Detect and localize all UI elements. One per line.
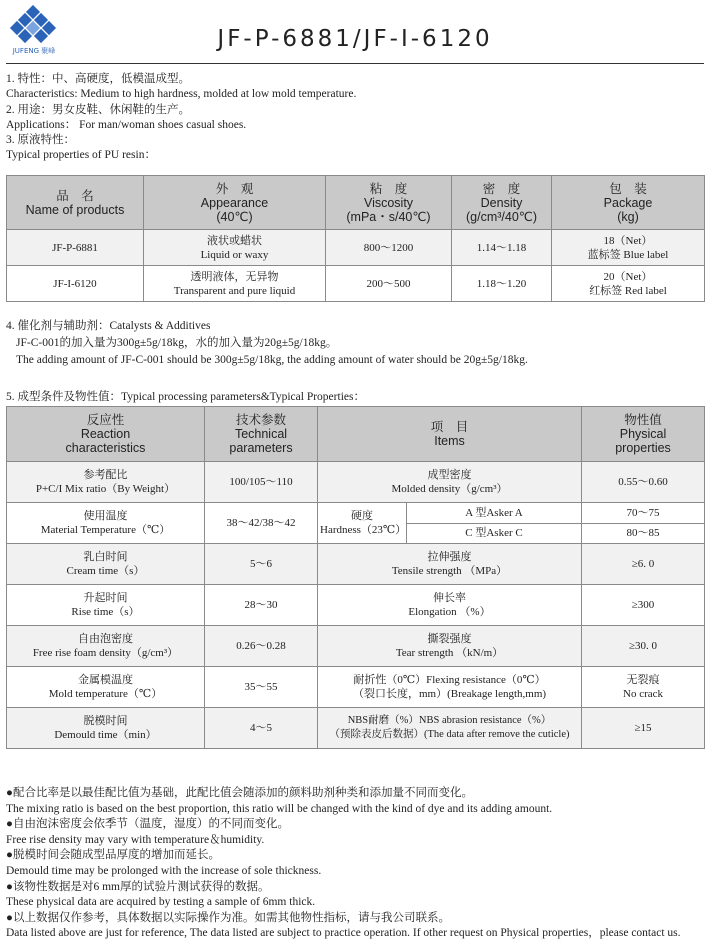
table-cell: 金属模温度 Mold temperature（℃） — [7, 667, 205, 708]
page-title: JF-P-6881/JF-I-6120 — [217, 26, 493, 52]
table-cell: 液状或蜡状 Liquid or waxy — [144, 230, 326, 266]
table-cell: 参考配比 P+C/I Mix ratio（By Weight） — [7, 462, 205, 503]
table-row — [7, 585, 705, 626]
intro-line: Characteristics: Medium to high hardness, molded at low mold temperature. — [6, 88, 357, 101]
table-header-row — [7, 407, 705, 462]
table-cell: ≥6. 0 — [582, 544, 705, 585]
table-cell: ≥30. 0 — [582, 626, 705, 667]
header-cell: 反应性 Reaction characteristics — [7, 407, 205, 462]
table-cell: 拉伸强度 Tensile strength （MPa） — [318, 544, 582, 585]
table-cell: 20（Net） 红标签 Red label — [552, 266, 705, 302]
intro-line: 2. 用途：男女皮鞋、休闲鞋的生产。 — [6, 103, 190, 116]
section-line: JF-C-001的加入量为300g±5g/18kg，水的加入量为20g±5g/18kg。 — [16, 337, 338, 349]
note-line: ●脱模时间会随成型品厚度的增加而延长。 — [6, 849, 220, 862]
table-row — [7, 708, 705, 749]
table-cell: 35～55 — [205, 667, 318, 708]
intro-line: 3. 原液特性： — [6, 134, 75, 147]
table-cell: 伸长率 Elongation （%） — [318, 585, 582, 626]
note-line: Free rise density may vary with temperature＆humidity. — [6, 833, 265, 846]
table-cell: 28～30 — [205, 585, 318, 626]
section-line: The adding amount of JF-C-001 should be 300g±5g/18kg, the adding amount of water should be 20g±5g/18kg. — [16, 354, 528, 366]
section-title: 4. 催化剂与辅助剂：Catalysts & Additives — [6, 320, 211, 332]
table-cell: 100/105～110 — [205, 462, 318, 503]
table-header-row — [7, 176, 705, 230]
notes-section — [6, 786, 681, 942]
header-cell: 技术参数 Technical parameters — [205, 407, 318, 462]
table-cell: 耐折性（0℃）Flexing resistance（0℃） （裂口长度，mm）(Breakage length,mm) — [318, 667, 582, 708]
intro-section — [6, 72, 356, 164]
table-row — [7, 462, 705, 503]
table-row — [7, 626, 705, 667]
table-row — [7, 230, 705, 266]
table-cell: 38～42/38～42 — [205, 503, 318, 544]
header-cell: 物性值 Physical properties — [582, 407, 705, 462]
table-row — [7, 503, 705, 524]
table-cell: 1.14～1.18 — [452, 230, 552, 266]
header-cell: 密 度 Density (g/cm³/40℃) — [452, 176, 552, 230]
table-cell: 升起时间 Rise time（s） — [7, 585, 205, 626]
table-cell: A 型Asker A — [407, 503, 582, 524]
table-cell: 0.26～0.28 — [205, 626, 318, 667]
table-cell: 1.18～1.20 — [452, 266, 552, 302]
section-title: 5. 成型条件及物性值：Typical processing parameters&Typical Properties： — [6, 391, 365, 403]
note-line: Demould time may be prolonged with the increase of sole thickness. — [6, 864, 322, 877]
intro-line: Typical properties of PU resin： — [6, 149, 156, 162]
processing-properties-table — [6, 406, 705, 749]
table-cell: JF-I-6120 — [7, 266, 144, 302]
table-cell: C 型Asker C — [407, 523, 582, 544]
table-cell: 5～6 — [205, 544, 318, 585]
table-cell: 无裂痕 No crack — [582, 667, 705, 708]
note-line: These physical data are acquired by testing a sample of 6mm thick. — [6, 896, 316, 909]
note-line: ●该物性数据是对6 mm厚的试验片测试获得的数据。 — [6, 880, 270, 893]
intro-line: Applications： For man/woman shoes casual shoes. — [6, 118, 247, 131]
table-cell: 70～75 — [582, 503, 705, 524]
table-cell: 透明液体，无异物 Transparent and pure liquid — [144, 266, 326, 302]
table-row — [7, 266, 705, 302]
table-cell: 使用温度 Material Temperature（℃） — [7, 503, 205, 544]
logo-text: JUFENG 聚峰 — [12, 47, 56, 55]
table-cell: ≥300 — [582, 585, 705, 626]
catalysts-section — [6, 318, 528, 369]
header-cell: 外 观 Appearance (40℃) — [144, 176, 326, 230]
table-row — [7, 544, 705, 585]
table-cell: 18（Net） 蓝标签 Blue label — [552, 230, 705, 266]
table-cell: 脱模时间 Demould time（min） — [7, 708, 205, 749]
note-line: The mixing ratio is based on the best proportion, this ratio will be changed with the kind of dye and its adding amount. — [6, 802, 553, 815]
table-cell: 硬度 Hardness（23℃） — [318, 503, 407, 544]
note-line: ●配合比率是以最佳配比值为基础，此配比值会随添加的颜料助剂种类和添加量不同而变化。 — [6, 787, 473, 799]
header-cell: 粘 度 Viscosity (mPa・s/40℃) — [326, 176, 452, 230]
table-cell: 撕裂强度 Tear strength （kN/m） — [318, 626, 582, 667]
intro-line: 1. 特性：中、高硬度，低模温成型。 — [6, 73, 190, 85]
header-cell: 项 目 Items — [318, 407, 582, 462]
table-cell: 4～5 — [205, 708, 318, 749]
table-cell: 200～500 — [326, 266, 452, 302]
table-row — [7, 667, 705, 708]
table-cell: ≥15 — [582, 708, 705, 749]
table-cell: 自由泡密度 Free rise foam density（g/cm³） — [7, 626, 205, 667]
header-cell: 包 装 Package (kg) — [552, 176, 705, 230]
table-cell: 800～1200 — [326, 230, 452, 266]
note-line: Data listed above are just for reference, The data listed are subject to practice operation. If other request on Physical properties，please contact us. — [6, 927, 681, 940]
table-cell: 80～85 — [582, 523, 705, 544]
note-line: ●自由泡沫密度会依季节（温度，湿度）的不同而变化。 — [6, 818, 289, 831]
table-cell: 0.55～0.60 — [582, 462, 705, 503]
title-divider — [6, 63, 704, 64]
table-cell: 成型密度 Molded density（g/cm³） — [318, 462, 582, 503]
note-line: ●以上数据仅作参考，具体数据以实际操作为准。如需其他物性指标，请与我公司联系。 — [6, 911, 450, 924]
table-cell: JF-P-6881 — [7, 230, 144, 266]
resin-properties-table — [6, 175, 705, 302]
table-cell: NBS耐磨（%）NBS abrasion resistance（%） （预除表皮后数据）(The data after remove the cuticle) — [318, 708, 582, 749]
table-cell: 乳白时间 Cream time（s） — [7, 544, 205, 585]
header-cell: 品 名 Name of products — [7, 176, 144, 230]
